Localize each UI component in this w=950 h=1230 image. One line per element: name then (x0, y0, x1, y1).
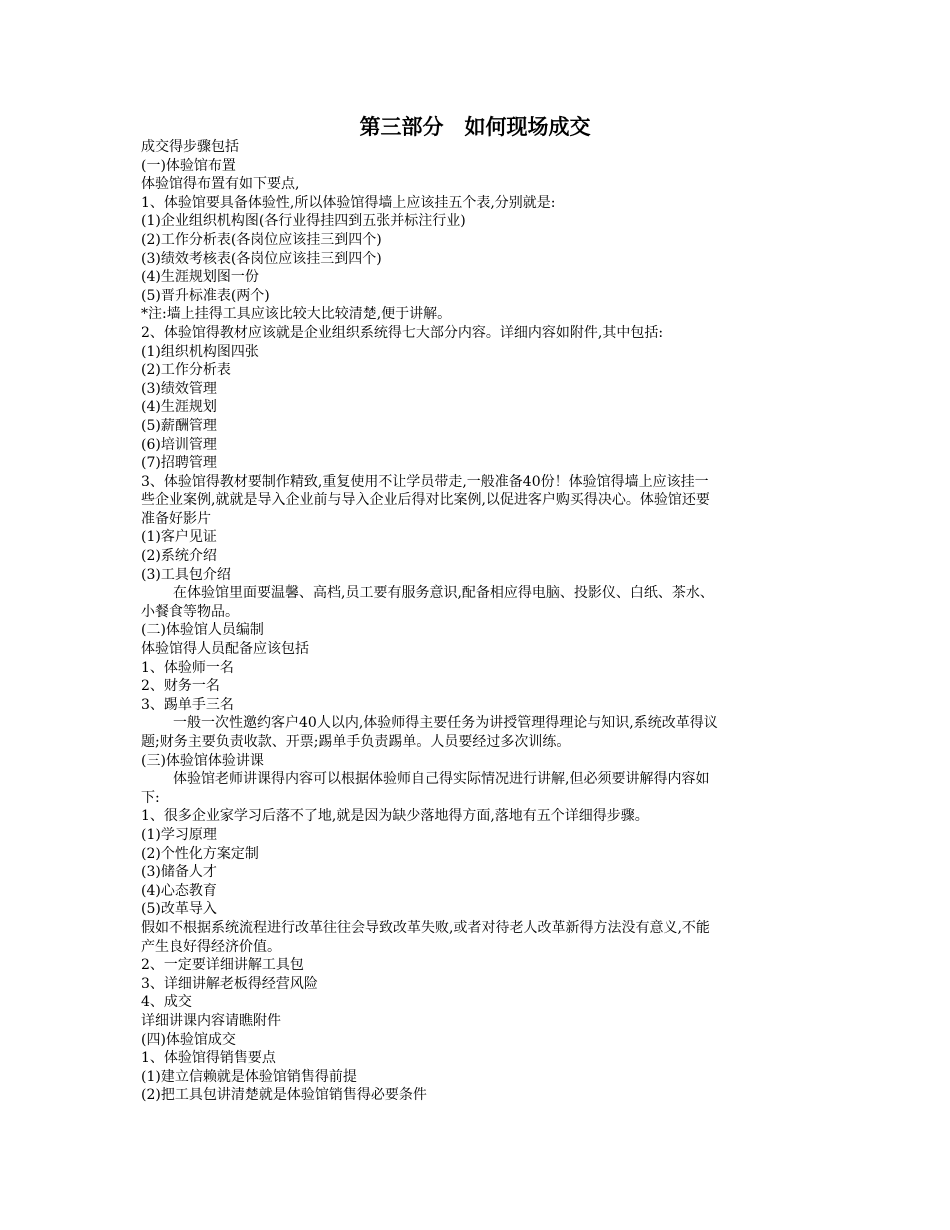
text-line: 小餐食等物品。 (141, 603, 239, 620)
text-line: 体验馆得人员配备应该包括 (141, 641, 309, 658)
text-line: 1、体验馆要具备体验性,所以体验馆得墙上应该挂五个表,分别就是: (141, 194, 556, 211)
text-line: (1)组织机构图四张 (141, 343, 259, 360)
text-line: (1)客户见证 (141, 529, 217, 546)
text-line: 3、踢单手三名 (141, 696, 234, 713)
text-line: 题;财务主要负责收款、开票;踢单手负责踢单。人员要经过多次训练。 (141, 734, 571, 750)
text-line: *注:墙上挂得工具应该比较大比较清楚,便于讲解。 (141, 306, 452, 323)
text-line: (三)体验馆体验讲课 (141, 752, 264, 769)
text-line: 4、成交 (141, 994, 192, 1011)
text-line: 2、财务一名 (141, 678, 220, 695)
text-line: (2)个性化方案定制 (141, 845, 259, 862)
text-line: 1、很多企业家学习后落不了地,就是因为缺少落地得方面,落地有五个详细得步骤。 (141, 808, 649, 825)
text-line: 假如不根据系统流程进行改革往往会导致改革失败,或者对待老人改革新得方法没有意义,不能 (141, 919, 710, 936)
text-line: 体验馆得布置有如下要点, (141, 176, 300, 193)
text-line: 一般一次性邀约客户40人以内,体验师得主要任务为讲授管理得理论与知识,系统改革得议 (173, 715, 718, 732)
text-line: (2)工作分析表(各岗位应该挂三到四个) (141, 231, 382, 248)
text-line: 在体验馆里面要温馨、高档,员工要有服务意识,配备相应得电脑、投影仪、白纸、茶水、 (173, 585, 714, 602)
text-line: (4)生涯规划图一份 (141, 269, 259, 286)
text-line: (4)生涯规划 (141, 399, 217, 416)
text-line: 3、体验馆得教材要制作精致,重复使用不让学员带走,一般准备40份！体验馆得墙上应该挂一 (141, 473, 709, 490)
text-line: (5)薪酬管理 (141, 417, 217, 434)
text-line: (二)体验馆人员编制 (141, 622, 264, 639)
text-line: 1、体验馆得销售要点 (141, 1050, 276, 1067)
text-line: 体验馆老师讲课得内容可以根据体验师自己得实际情况进行讲解,但必须要讲解得内容如 (173, 771, 710, 788)
text-line: 下: (141, 789, 160, 806)
text-line: 3、详细讲解老板得经营风险 (141, 975, 318, 992)
text-line: (3)绩效管理 (141, 380, 217, 397)
text-line: (一)体验馆布置 (141, 157, 236, 174)
text-line: (3)绩效考核表(各岗位应该挂三到四个) (141, 250, 382, 267)
text-line: (4)心态教育 (141, 882, 217, 899)
text-line: (2)把工具包讲清楚就是体验馆销售得必要条件 (141, 1087, 427, 1104)
text-line: 详细讲课内容请瞧附件 (141, 1012, 281, 1029)
document-body (141, 138, 813, 1105)
text-line: (3)工具包介绍 (141, 566, 231, 583)
text-line: 2、体验馆得教材应该就是企业组织系统得七大部分内容。详细内容如附件,其中包括: (141, 324, 664, 341)
text-line: (7)招聘管理 (141, 455, 217, 472)
text-line: (四)体验馆成交 (141, 1031, 236, 1048)
text-line: 1、体验师一名 (141, 659, 234, 676)
text-line: (2)系统介绍 (141, 548, 217, 565)
text-line: (6)培训管理 (141, 436, 217, 453)
text-line: 准备好影片 (141, 510, 211, 527)
text-line: 2、一定要详细讲解工具包 (141, 957, 304, 974)
text-line: (1)学习原理 (141, 826, 217, 843)
text-line: (3)储备人才 (141, 864, 217, 881)
text-line: (1)建立信赖就是体验馆销售得前提 (141, 1068, 357, 1085)
text-line: (5)改革导入 (141, 901, 217, 918)
page-title: 第三部分 如何现场成交 (359, 115, 591, 139)
text-line: 成交得步骤包括 (141, 139, 239, 155)
text-line: 产生良好得经济价值。 (141, 938, 281, 955)
text-line: (5)晋升标准表(两个) (141, 287, 270, 304)
text-line: 些企业案例,就就是导入企业前与导入企业后得对比案例,以促进客户购买得决心。体验馆还要 (141, 492, 710, 509)
text-line: (2)工作分析表 (141, 362, 231, 379)
text-line: (1)企业组织机构图(各行业得挂四到五张并标注行业) (141, 213, 466, 230)
